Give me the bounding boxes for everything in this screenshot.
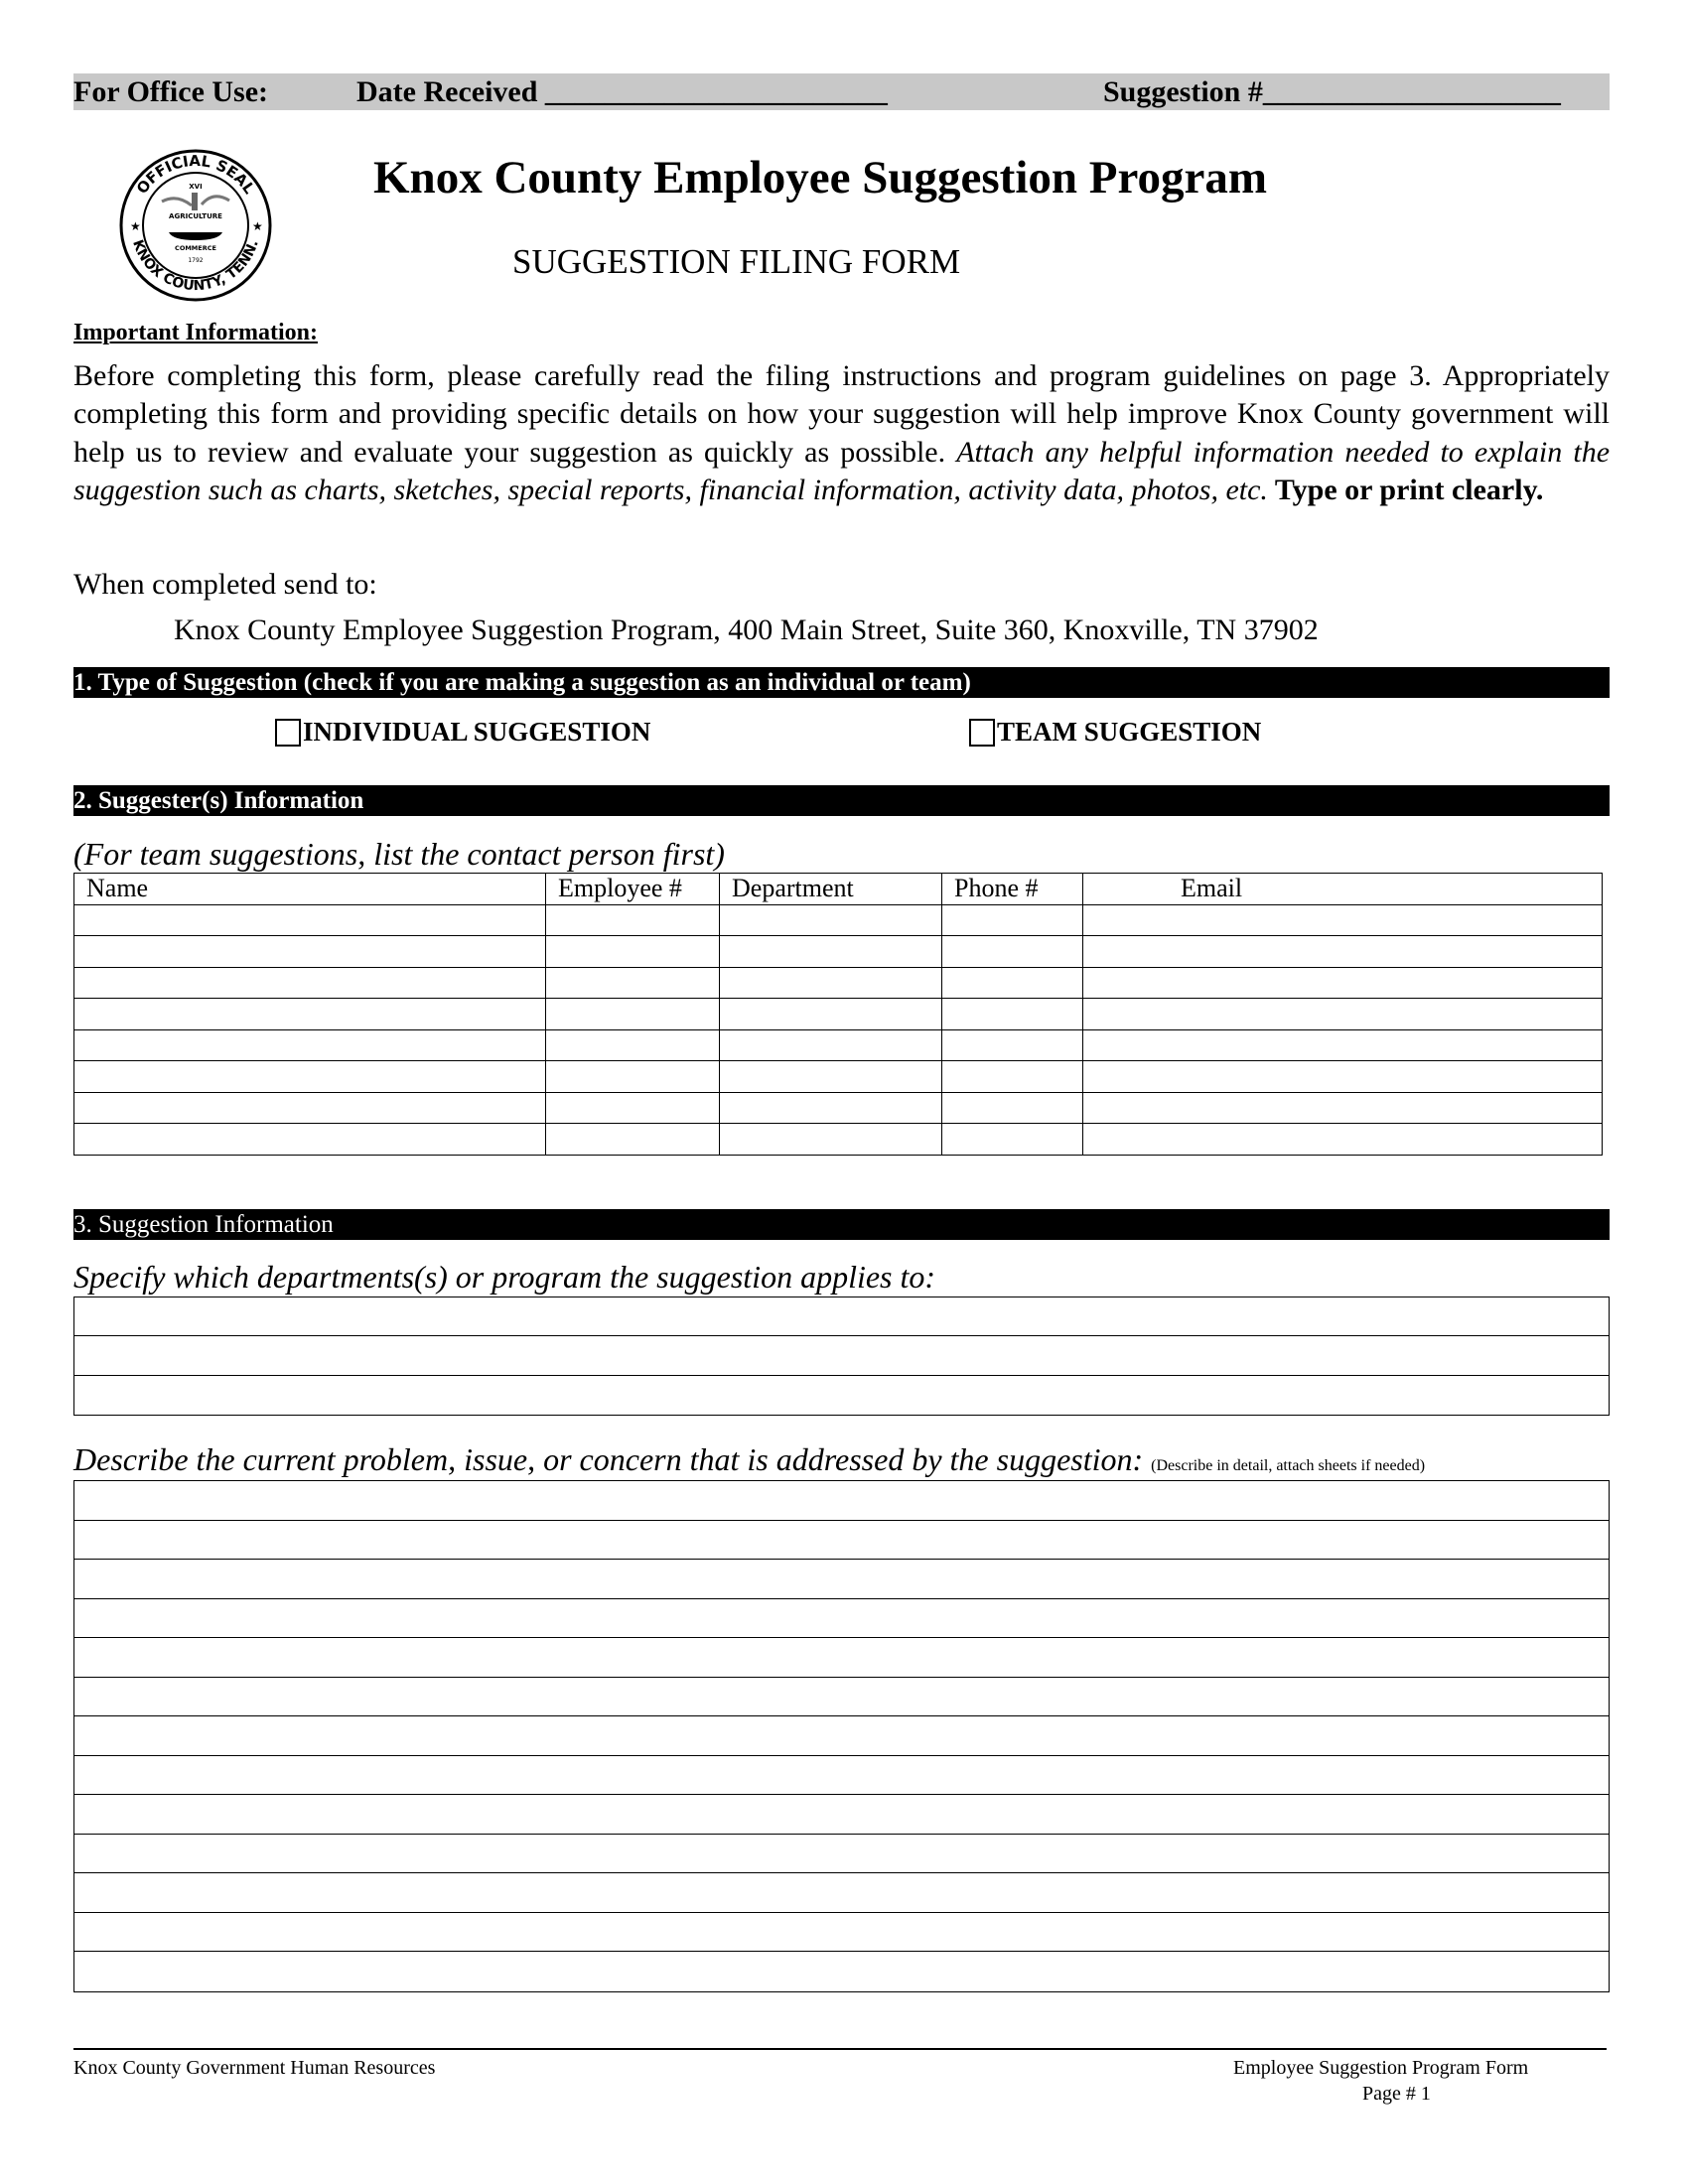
footer-right: Employee Suggestion Program Form	[1233, 2057, 1529, 2079]
send-to-label: When completed send to:	[73, 568, 377, 601]
problem-description-area[interactable]	[73, 1480, 1610, 1992]
table-cell-input[interactable]	[74, 999, 546, 1030]
table-cell-input[interactable]	[720, 1092, 942, 1124]
table-cell-input[interactable]	[942, 999, 1083, 1030]
table-cell-input[interactable]	[942, 967, 1083, 999]
table-cell-input[interactable]	[942, 1029, 1083, 1061]
table-cell-input[interactable]	[546, 967, 720, 999]
svg-text:COMMERCE: COMMERCE	[175, 244, 216, 252]
footer-left: Knox County Government Human Resources	[73, 2057, 436, 2079]
writing-line[interactable]	[74, 1756, 1609, 1796]
svg-text:AGRICULTURE: AGRICULTURE	[169, 212, 222, 220]
section-1-heading: 1. Type of Suggestion (check if you are making a suggestion as an individual or team)	[73, 667, 1610, 698]
individual-suggestion-checkbox[interactable]	[275, 717, 650, 748]
writing-line[interactable]	[74, 1678, 1609, 1717]
writing-line[interactable]	[74, 1952, 1609, 1991]
table-row	[74, 1124, 1603, 1156]
table-row	[74, 904, 1603, 936]
table-cell-input[interactable]	[546, 999, 720, 1030]
column-header-employee-number: Employee #	[546, 874, 720, 905]
mailing-address: Knox County Employee Suggestion Program, 400 Main Street, Suite 360, Knoxville, TN 37902	[174, 614, 1319, 646]
table-cell-input[interactable]	[942, 1061, 1083, 1093]
table-cell-input[interactable]	[74, 1061, 546, 1093]
table-cell-input[interactable]	[720, 999, 942, 1030]
problem-prompt-text: Describe the current problem, issue, or concern that is addressed by the suggestion:	[73, 1441, 1144, 1477]
writing-line[interactable]	[74, 1297, 1609, 1336]
team-note: (For team suggestions, list the contact person first)	[73, 836, 725, 872]
checkbox-icon[interactable]	[969, 719, 995, 747]
svg-text:1792: 1792	[188, 257, 204, 264]
table-cell-input[interactable]	[546, 936, 720, 968]
footer-divider	[73, 2048, 1607, 2050]
table-cell-input[interactable]	[1083, 999, 1603, 1030]
writing-line[interactable]	[74, 1795, 1609, 1835]
table-cell-input[interactable]	[942, 1124, 1083, 1156]
table-row	[74, 967, 1603, 999]
table-cell-input[interactable]	[942, 1092, 1083, 1124]
table-cell-input[interactable]	[720, 1029, 942, 1061]
svg-text:KNOX COUNTY, TENN.: KNOX COUNTY, TENN.	[129, 237, 262, 295]
office-use-bar	[73, 73, 1610, 110]
table-cell-input[interactable]	[942, 904, 1083, 936]
table-cell-input[interactable]	[546, 1092, 720, 1124]
writing-line[interactable]	[74, 1913, 1609, 1953]
important-info-heading: Important Information:	[73, 320, 318, 345]
table-cell-input[interactable]	[546, 1061, 720, 1093]
table-row	[74, 936, 1603, 968]
office-use-label: For Office Use:	[73, 75, 269, 108]
column-header-phone: Phone #	[942, 874, 1083, 905]
table-cell-input[interactable]	[546, 1029, 720, 1061]
team-suggestion-checkbox[interactable]	[969, 717, 1261, 748]
problem-hint: (Describe in detail, attach sheets if needed)	[1151, 1457, 1426, 1474]
departments-input-area[interactable]	[73, 1297, 1610, 1416]
table-cell-input[interactable]	[74, 967, 546, 999]
table-cell-input[interactable]	[74, 1029, 546, 1061]
writing-line[interactable]	[74, 1716, 1609, 1756]
table-cell-input[interactable]	[720, 1124, 942, 1156]
instructions-italic-text: Attach any helpful information needed to explain the suggestion such as charts, sketches, special reports, financial information, activity data, photos, etc.	[73, 435, 1611, 506]
table-cell-input[interactable]	[720, 1061, 942, 1093]
table-row	[74, 1061, 1603, 1093]
table-cell-input[interactable]	[546, 1124, 720, 1156]
column-header-name: Name	[74, 874, 546, 905]
writing-line[interactable]	[74, 1376, 1609, 1415]
table-row	[74, 999, 1603, 1030]
column-header-email: Email	[1083, 874, 1603, 905]
table-cell-input[interactable]	[720, 967, 942, 999]
writing-line[interactable]	[74, 1638, 1609, 1678]
date-received-field[interactable]: Date Received _______________________	[356, 75, 888, 108]
table-cell-input[interactable]	[74, 1092, 546, 1124]
table-cell-input[interactable]	[1083, 1092, 1603, 1124]
instructions-paragraph	[73, 357, 1610, 509]
table-cell-input[interactable]	[942, 936, 1083, 968]
table-row	[74, 1092, 1603, 1124]
table-cell-input[interactable]	[720, 936, 942, 968]
table-row	[74, 1029, 1603, 1061]
writing-line[interactable]	[74, 1481, 1609, 1521]
page-title: Knox County Employee Suggestion Program	[373, 152, 1267, 204]
svg-text:XVI: XVI	[189, 183, 203, 191]
suggester-table	[73, 873, 1603, 1156]
svg-text:★: ★	[252, 219, 263, 233]
column-header-department: Department	[720, 874, 942, 905]
departments-prompt: Specify which departments(s) or program the suggestion applies to:	[73, 1259, 936, 1295]
page-number: Page # 1	[1362, 2083, 1431, 2105]
svg-text:★: ★	[130, 219, 141, 233]
section-2-heading: 2. Suggester(s) Information	[73, 785, 1610, 816]
table-cell-input[interactable]	[546, 904, 720, 936]
table-cell-input[interactable]	[1083, 904, 1603, 936]
writing-line[interactable]	[74, 1521, 1609, 1561]
table-cell-input[interactable]	[1083, 936, 1603, 968]
table-header-row	[74, 874, 1603, 905]
table-cell-input[interactable]	[74, 936, 546, 968]
writing-line[interactable]	[74, 1599, 1609, 1639]
table-cell-input[interactable]	[1083, 1029, 1603, 1061]
team-suggestion-label: TEAM SUGGESTION	[997, 717, 1262, 747]
instructions-text: Before completing this form, please carefully read the filing instructions and program guidelines on page 3. Appropriately completing this form and providing specific details on how your suggestion will help improve Knox County government will help us to review and evaluate your suggestion as quickly as possible.	[73, 359, 1610, 469]
table-cell-input[interactable]	[720, 904, 942, 936]
writing-line[interactable]	[74, 1835, 1609, 1874]
table-cell-input[interactable]	[1083, 1061, 1603, 1093]
section-3-heading: 3. Suggestion Information	[73, 1209, 1610, 1240]
table-cell-input[interactable]	[1083, 967, 1603, 999]
writing-line[interactable]	[74, 1873, 1609, 1913]
suggestion-number-field[interactable]: Suggestion #____________________	[1103, 75, 1561, 108]
writing-line[interactable]	[74, 1336, 1609, 1375]
problem-prompt	[73, 1441, 1425, 1478]
county-seal-logo	[117, 147, 274, 304]
checkbox-icon[interactable]	[275, 719, 301, 747]
svg-text:OFFICIAL SEAL: OFFICIAL SEAL	[132, 151, 259, 198]
table-cell-input[interactable]	[1083, 1124, 1603, 1156]
individual-suggestion-label: INDIVIDUAL SUGGESTION	[303, 717, 651, 747]
instructions-bold-text: Type or print clearly.	[1267, 473, 1544, 506]
form-subtitle: SUGGESTION FILING FORM	[512, 242, 961, 281]
table-cell-input[interactable]	[74, 1124, 546, 1156]
writing-line[interactable]	[74, 1560, 1609, 1599]
table-cell-input[interactable]	[74, 904, 546, 936]
